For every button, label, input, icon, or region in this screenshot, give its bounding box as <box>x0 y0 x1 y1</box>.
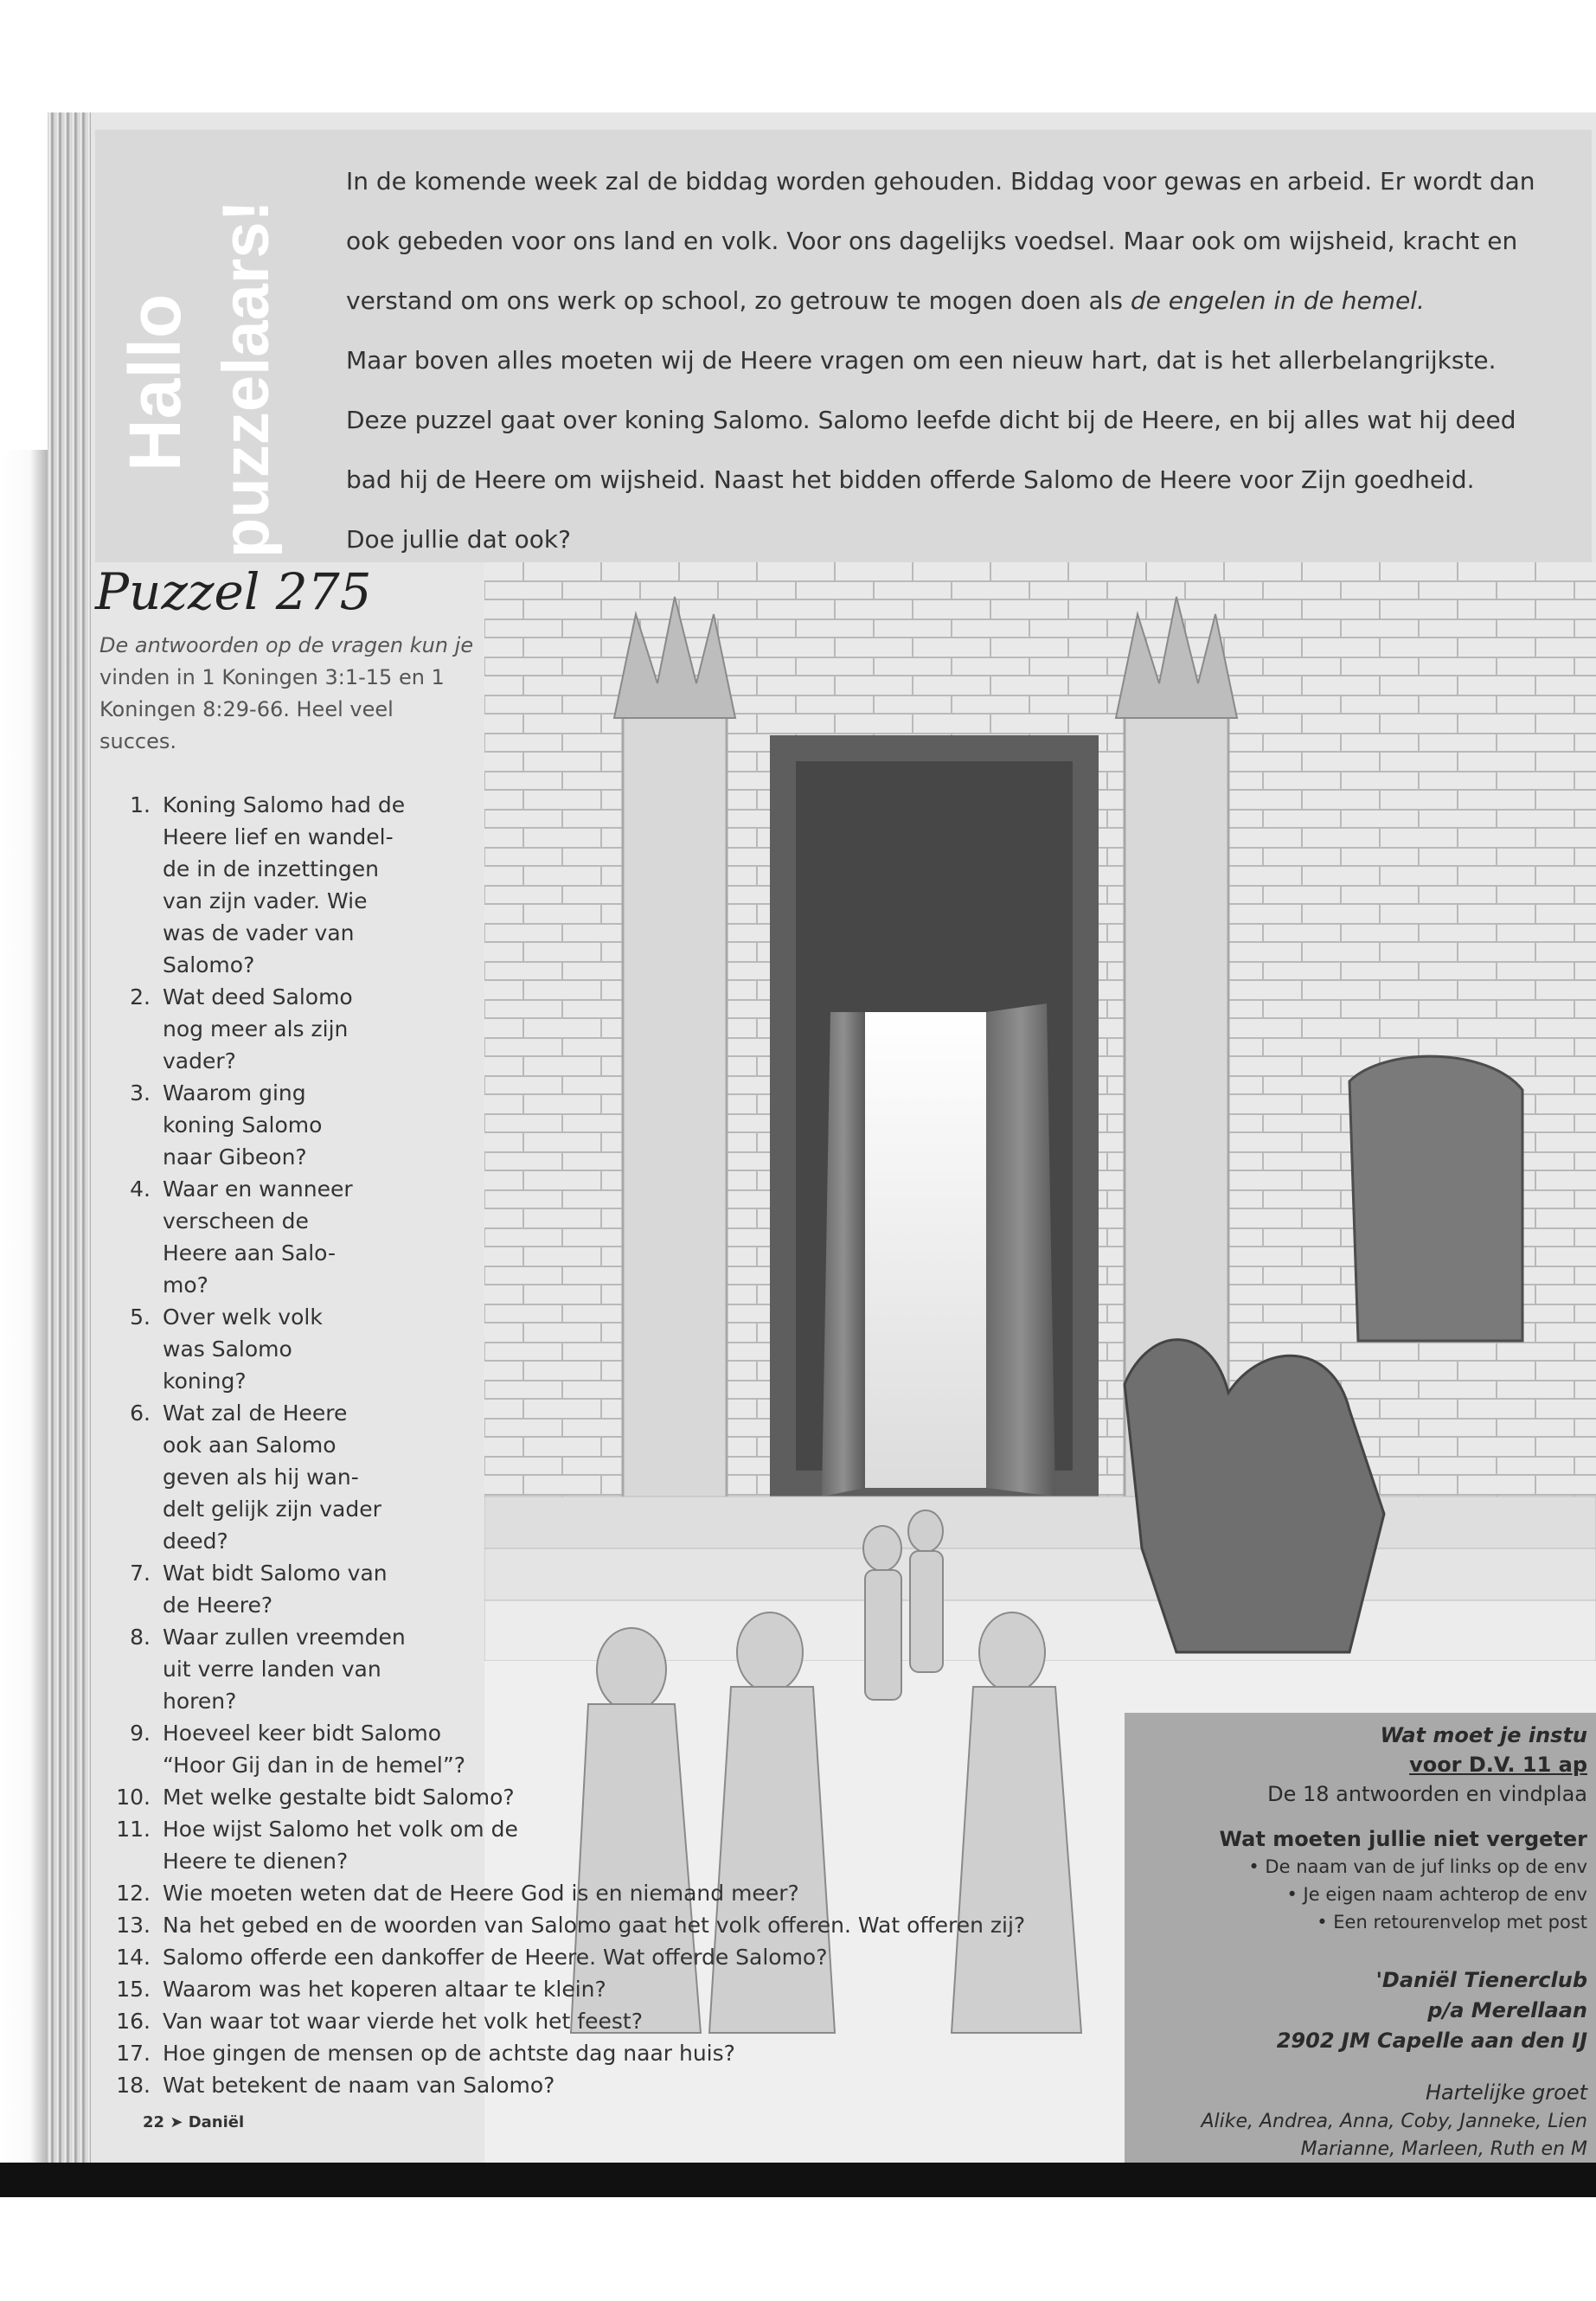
vertical-title-svg <box>104 147 303 562</box>
question-number: 14. <box>116 1945 151 1970</box>
question-line: geven als hij wan- <box>163 1465 359 1490</box>
question-line: Salomo? <box>163 952 255 977</box>
puzzle-intro-line: succes. <box>99 729 177 753</box>
signature-names: Marianne, Marleen, Ruth en M <box>1300 2138 1587 2160</box>
question-line: Over welk volk <box>163 1304 323 1330</box>
question-item <box>112 1557 1064 1621</box>
page-binding-edge <box>48 112 91 2197</box>
question-item <box>112 789 1064 981</box>
question-line: Heere lief en wandel- <box>163 824 394 849</box>
question-item <box>112 2069 1064 2101</box>
question-text <box>163 1717 465 1781</box>
question-item <box>112 1173 1064 1301</box>
question-item <box>112 1813 1064 1877</box>
question-number: 15. <box>116 1977 151 2002</box>
question-line: Wat zal de Heere <box>163 1400 348 1426</box>
arrow-right-icon: ➤ <box>170 2113 183 2131</box>
question-text <box>163 789 405 981</box>
vertical-title <box>104 147 303 562</box>
question-line: ook aan Salomo <box>163 1433 337 1458</box>
address-line: p/a Merellaan <box>1427 1998 1587 2022</box>
address-heading: Wat moeten jullie niet vergeter <box>1219 1827 1587 1851</box>
question-line: Wat betekent de naam van Salomo? <box>163 2073 555 2098</box>
signature-names: Alike, Andrea, Anna, Coby, Janneke, Lien <box>1201 2111 1587 2132</box>
title-puzzelaars: puzzelaars! <box>209 200 283 558</box>
question-line: Hoe wijst Salomo het volk om de <box>163 1817 518 1842</box>
intro-line: Deze puzzel gaat over koning Salomo. Salomo leefde dicht bij de Heere, en bij alles wat hij deed <box>346 406 1516 434</box>
question-line: Wie moeten weten dat de Heere God is en niemand meer? <box>163 1881 799 1906</box>
puzzle-title: Puzzel 275 <box>95 562 372 621</box>
puzzle-intro-line: vinden in 1 Koningen 3:1-15 en 1 <box>99 665 445 689</box>
intro-text <box>346 151 1574 569</box>
magazine-name: Daniël <box>188 2113 245 2131</box>
question-item <box>112 1877 1064 1909</box>
question-line: “Hoor Gij dan in de hemel”? <box>163 1753 466 1778</box>
question-text <box>163 2069 554 2101</box>
question-number: 7. <box>130 1561 151 1586</box>
intro-line: Maar boven alles moeten wij de Heere vragen om een nieuw hart, dat is het allerbelangrijkste. <box>346 346 1497 375</box>
question-item <box>112 2037 1064 2069</box>
question-line: nog meer als zijn <box>163 1016 349 1042</box>
question-text <box>163 1973 606 2005</box>
question-line: Hoe gingen de mensen op de achtste dag naar huis? <box>163 2041 735 2066</box>
question-number: 18. <box>116 2073 151 2098</box>
puzzle-intro-italic: De antwoorden op de vragen kun je <box>99 633 474 657</box>
question-text <box>163 2037 735 2069</box>
question-text <box>163 1941 828 1973</box>
question-line: Heere te dienen? <box>163 1849 349 1874</box>
bronze-sea <box>1349 1056 1522 1341</box>
question-number: 8. <box>130 1625 151 1650</box>
question-line: Wat deed Salomo <box>163 984 353 1009</box>
question-line: koning? <box>163 1368 247 1394</box>
question-line: verscheen de <box>163 1208 309 1234</box>
address-bullet: • De naam van de juf links op de env <box>1248 1856 1587 1877</box>
question-item <box>112 1717 1064 1781</box>
question-number: 9. <box>130 1721 151 1746</box>
question-line: Koning Salomo had de <box>163 792 406 817</box>
address-line: 2902 JM Capelle aan den IJ <box>1276 2029 1587 2053</box>
intro-line3-italic: de engelen in de hemel. <box>1130 286 1425 315</box>
question-item <box>112 1301 1064 1397</box>
question-item <box>112 981 1064 1077</box>
question-line: Hoeveel keer bidt Salomo <box>163 1721 442 1746</box>
intro-line: ook gebeden voor ons land en volk. Voor ons dagelijks voedsel. Maar ook om wijsheid, kracht en <box>346 227 1518 255</box>
question-line: uit verre landen van <box>163 1657 381 1682</box>
question-text <box>163 2005 643 2037</box>
question-item <box>112 2005 1064 2037</box>
question-number: 4. <box>130 1176 151 1202</box>
question-number: 12. <box>116 1881 151 1906</box>
page-footer <box>143 2113 244 2131</box>
intro-line: In de komende week zal de biddag worden gehouden. Biddag voor gewas en arbeid. Er wordt dan <box>346 167 1535 195</box>
question-line: Waar zullen vreemden <box>163 1625 406 1650</box>
question-text <box>163 1397 381 1557</box>
question-number: 1. <box>130 792 151 817</box>
question-line: Van waar tot waar vierde het volk het feest? <box>163 2009 643 2034</box>
question-line: Waar en wanneer <box>163 1176 353 1202</box>
question-line: vader? <box>163 1048 236 1074</box>
question-number: 3. <box>130 1080 151 1106</box>
question-line: was Salomo <box>163 1336 292 1362</box>
question-text <box>163 1077 322 1173</box>
intro-line: Doe jullie dat ook? <box>346 525 571 554</box>
question-line: Waarom ging <box>163 1080 306 1106</box>
question-text <box>163 1877 799 1909</box>
question-item <box>112 1973 1064 2005</box>
question-number: 16. <box>116 2009 151 2034</box>
question-line: de Heere? <box>163 1593 273 1618</box>
question-number: 10. <box>116 1785 151 1810</box>
puzzle-intro-line: Koningen 8:29-66. Heel veel <box>99 697 394 721</box>
greeting: Hartelijke groet <box>1425 2080 1587 2105</box>
question-text <box>163 981 353 1077</box>
intro-line3-start: verstand om ons werk op school, zo getrouw te mogen doen als <box>346 286 1131 315</box>
question-text <box>163 1781 515 1813</box>
question-number: 6. <box>130 1400 151 1426</box>
question-text <box>163 1621 406 1717</box>
question-item <box>112 1621 1064 1717</box>
question-number: 11. <box>116 1817 151 1842</box>
question-line: mo? <box>163 1272 208 1298</box>
question-line: Met welke gestalte bidt Salomo? <box>163 1785 515 1810</box>
address-heading: Wat moet je instu <box>1380 1723 1587 1747</box>
question-line: deed? <box>163 1529 228 1554</box>
puzzle-intro <box>99 630 515 758</box>
question-number: 17. <box>116 2041 151 2066</box>
question-text <box>163 1909 1025 1941</box>
title-hallo: Hallo <box>114 293 195 471</box>
question-line: Na het gebed en de woorden van Salomo gaat het volk offeren. Wat offeren zij? <box>163 1913 1026 1938</box>
question-number: 5. <box>130 1304 151 1330</box>
intro-line <box>346 271 1574 330</box>
scan-bottom-edge <box>0 2163 1596 2197</box>
question-line: Heere aan Salo- <box>163 1240 336 1266</box>
question-line: koning Salomo <box>163 1112 323 1138</box>
question-item <box>112 1909 1064 1941</box>
question-line: Wat bidt Salomo van <box>163 1561 388 1586</box>
question-line: Salomo offerde een dankoffer de Heere. Wat offerde Salomo? <box>163 1945 828 1970</box>
question-item <box>112 1397 1064 1557</box>
question-item <box>112 1077 1064 1173</box>
question-number: 2. <box>130 984 151 1009</box>
question-item <box>112 1941 1064 1973</box>
question-line: horen? <box>163 1689 237 1714</box>
question-text <box>163 1301 323 1397</box>
address-line: 'Daniël Tienerclub <box>1375 1968 1587 1992</box>
question-list <box>112 789 1064 2101</box>
question-text <box>163 1813 518 1877</box>
address-heading-date: voor D.V. 11 ap <box>1409 1753 1587 1777</box>
question-line: Waarom was het koperen altaar te klein? <box>163 1977 606 2002</box>
question-line: de in de inzettingen <box>163 856 379 881</box>
scan-shadow <box>0 450 50 2197</box>
question-line: was de vader van <box>163 920 355 945</box>
question-line: delt gelijk zijn vader <box>163 1497 381 1522</box>
address-box <box>1125 1713 1596 2163</box>
address-bullet: • Je eigen naam achterop de env <box>1286 1884 1587 1905</box>
question-text <box>163 1557 388 1621</box>
question-number: 13. <box>116 1913 151 1938</box>
question-line: van zijn vader. Wie <box>163 888 368 913</box>
question-line: naar Gibeon? <box>163 1144 307 1170</box>
address-bullet: • Een retourenvelop met post <box>1317 1912 1587 1932</box>
question-item <box>112 1781 1064 1813</box>
page-number: 22 <box>143 2113 165 2131</box>
intro-line: bad hij de Heere om wijsheid. Naast het bidden offerde Salomo de Heere voor Zijn goedheid. <box>346 465 1475 494</box>
question-text <box>163 1173 353 1301</box>
address-line: De 18 antwoorden en vindplaa <box>1267 1782 1587 1806</box>
